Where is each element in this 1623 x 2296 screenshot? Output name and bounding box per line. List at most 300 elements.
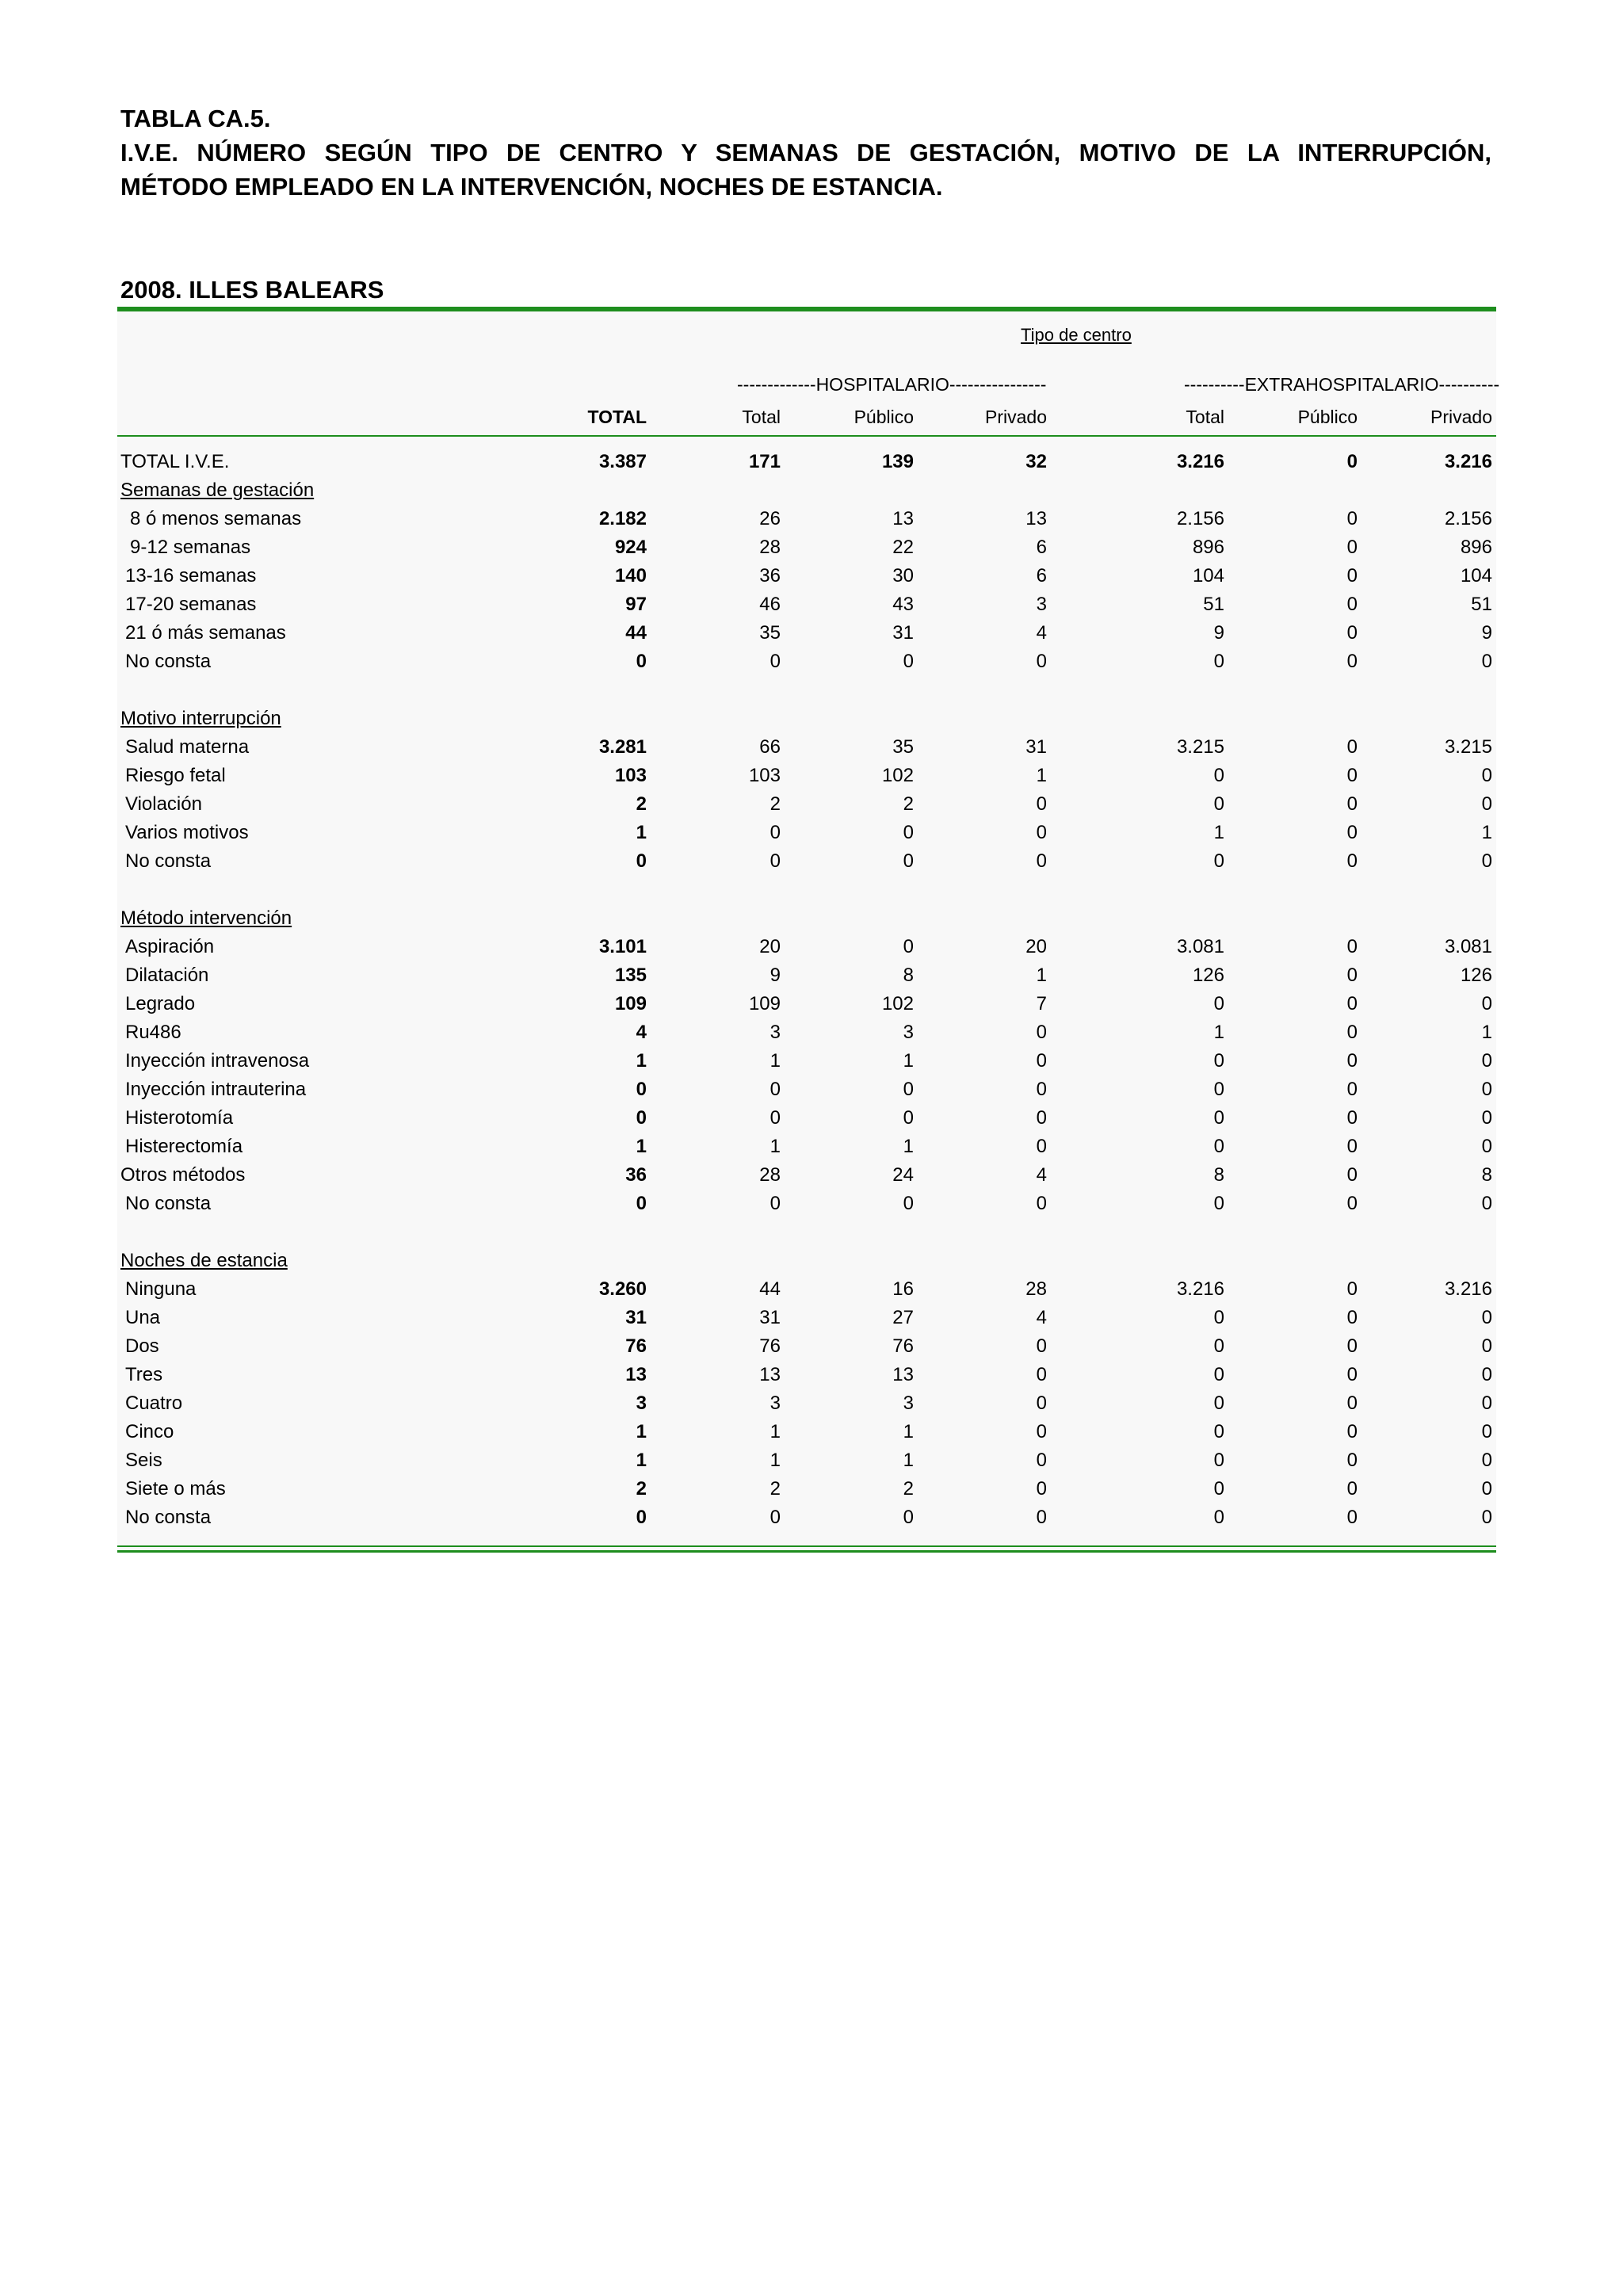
- table-row: [117, 448, 1496, 476]
- header-divider: [117, 435, 1496, 437]
- cell-value: 0: [1346, 537, 1358, 558]
- cell-value: 1: [903, 1421, 914, 1442]
- row-label: Cinco: [125, 1421, 174, 1442]
- row-label: TOTAL I.V.E.: [120, 451, 230, 472]
- cell-value: 0: [769, 1193, 781, 1214]
- cell-value: 0: [903, 1193, 914, 1214]
- cell-value: 0: [1346, 936, 1358, 957]
- cell-value: 2: [636, 793, 647, 815]
- row-label: Legrado: [125, 993, 196, 1014]
- cell-value: 0: [636, 1107, 647, 1129]
- region-subtitle: 2008. ILLES BALEARS: [120, 276, 384, 304]
- cell-value: 0: [1036, 793, 1047, 815]
- spacer-row: [117, 676, 1496, 705]
- cell-value: 3.215: [1176, 736, 1224, 758]
- table-row: [117, 1389, 1496, 1418]
- cell-value: 0: [1481, 793, 1492, 815]
- cell-value: 35: [892, 736, 914, 758]
- table-row: [117, 1104, 1496, 1133]
- cell-value: 1: [769, 1421, 781, 1442]
- cell-value: 0: [769, 1079, 781, 1100]
- cell-value: 3.281: [598, 736, 647, 758]
- cell-value: 0: [1036, 1421, 1047, 1442]
- table-number: TABLA CA.5.: [120, 105, 271, 132]
- cell-value: 0: [903, 850, 914, 872]
- cell-value: 896: [1460, 537, 1492, 558]
- table-row: [117, 533, 1496, 562]
- cell-value: 0: [903, 651, 914, 672]
- cell-value: 2.156: [1176, 508, 1224, 529]
- cell-value: 6: [1036, 565, 1047, 586]
- cell-value: 9: [1213, 622, 1224, 644]
- cell-value: 3: [636, 1392, 647, 1414]
- cell-value: 0: [769, 651, 781, 672]
- cell-value: 126: [1192, 965, 1224, 986]
- section-title: Método intervención: [120, 907, 292, 929]
- cell-value: 139: [881, 451, 914, 472]
- cell-value: 0: [1346, 1392, 1358, 1414]
- section-title: Motivo interrupción: [120, 708, 281, 729]
- cell-value: 2.156: [1444, 508, 1492, 529]
- cell-value: 0: [1213, 651, 1224, 672]
- section-header-row: [117, 1247, 1496, 1275]
- cell-value: 26: [759, 508, 781, 529]
- cell-value: 0: [1036, 1022, 1047, 1043]
- cell-value: 0: [1481, 1079, 1492, 1100]
- cell-value: 0: [1036, 651, 1047, 672]
- cell-value: 135: [614, 965, 647, 986]
- cell-value: 0: [1036, 1507, 1047, 1528]
- cell-value: 3: [769, 1022, 781, 1043]
- cell-value: 0: [1036, 1364, 1047, 1385]
- table-row: [117, 1275, 1496, 1304]
- cell-value: 28: [759, 1164, 781, 1186]
- cell-value: 0: [1481, 1450, 1492, 1471]
- cell-value: 31: [892, 622, 914, 644]
- cell-value: 8: [1213, 1164, 1224, 1186]
- table-row: [117, 1418, 1496, 1446]
- cell-value: 1: [1036, 765, 1047, 786]
- cell-value: 1: [636, 1421, 647, 1442]
- cell-value: 0: [1481, 1193, 1492, 1214]
- cell-value: 0: [1036, 1136, 1047, 1157]
- row-label: Cuatro: [125, 1392, 183, 1414]
- row-label: Ru486: [125, 1022, 181, 1043]
- table-row: [117, 1304, 1496, 1332]
- section-title: Noches de estancia: [120, 1250, 288, 1271]
- cell-value: 109: [748, 993, 781, 1014]
- cell-value: 66: [759, 736, 781, 758]
- bottom-divider: [117, 1545, 1496, 1547]
- cell-value: 3.101: [598, 936, 647, 957]
- row-label: Siete o más: [125, 1478, 226, 1499]
- cell-value: 3: [903, 1392, 914, 1414]
- row-label: Varios motivos: [125, 822, 249, 843]
- cell-value: 0: [1346, 451, 1358, 472]
- table-row: [117, 1133, 1496, 1161]
- cell-value: 0: [1036, 1450, 1047, 1471]
- section-header-row: [117, 705, 1496, 733]
- cell-value: 1: [1481, 1022, 1492, 1043]
- cell-value: 28: [759, 537, 781, 558]
- cell-value: 43: [892, 594, 914, 615]
- row-label: Dos: [125, 1335, 159, 1357]
- cell-value: 20: [759, 936, 781, 957]
- table-row: [117, 648, 1496, 676]
- cell-value: 3.081: [1176, 936, 1224, 957]
- cell-value: 0: [1481, 1050, 1492, 1072]
- cell-value: 1: [1036, 965, 1047, 986]
- cell-value: 1: [769, 1450, 781, 1471]
- cell-value: 0: [1346, 622, 1358, 644]
- cell-value: 0: [1213, 1421, 1224, 1442]
- row-label: Inyección intravenosa: [125, 1050, 310, 1072]
- cell-value: 0: [1346, 508, 1358, 529]
- cell-value: 0: [903, 822, 914, 843]
- cell-value: 4: [1036, 1164, 1047, 1186]
- cell-value: 0: [1036, 1193, 1047, 1214]
- cell-value: 0: [769, 1107, 781, 1129]
- cell-value: 109: [614, 993, 647, 1014]
- cell-value: 0: [1346, 1307, 1358, 1328]
- row-label: Aspiración: [125, 936, 215, 957]
- header-col-extra-total: Total: [1186, 407, 1224, 427]
- cell-value: 0: [636, 651, 647, 672]
- cell-value: 0: [903, 936, 914, 957]
- cell-value: 4: [1036, 622, 1047, 644]
- cell-value: 3.260: [598, 1278, 647, 1300]
- cell-value: 0: [1481, 1507, 1492, 1528]
- cell-value: 3.081: [1444, 936, 1492, 957]
- cell-value: 28: [1025, 1278, 1047, 1300]
- cell-value: 1: [1213, 1022, 1224, 1043]
- cell-value: 0: [1036, 822, 1047, 843]
- cell-value: 0: [1346, 1107, 1358, 1129]
- table-row: [117, 1047, 1496, 1075]
- cell-value: 0: [1346, 1193, 1358, 1214]
- cell-value: 1: [903, 1136, 914, 1157]
- table-row: [117, 819, 1496, 847]
- cell-value: 0: [1213, 993, 1224, 1014]
- cell-value: 0: [1213, 793, 1224, 815]
- cell-value: 76: [625, 1335, 647, 1357]
- cell-value: 3.216: [1444, 451, 1492, 472]
- cell-value: 0: [1213, 1107, 1224, 1129]
- cell-value: 0: [1481, 765, 1492, 786]
- cell-value: 20: [1025, 936, 1047, 957]
- spacer-row: [117, 876, 1496, 904]
- table-row: [117, 1446, 1496, 1475]
- spacer-row: [117, 1218, 1496, 1247]
- cell-value: 0: [903, 1507, 914, 1528]
- cell-value: 7: [1036, 993, 1047, 1014]
- cell-value: 2.182: [598, 508, 647, 529]
- cell-value: 2: [903, 1478, 914, 1499]
- table-row: [117, 1475, 1496, 1503]
- cell-value: 1: [769, 1136, 781, 1157]
- table-row: [117, 961, 1496, 990]
- row-label: 17-20 semanas: [125, 594, 257, 615]
- cell-value: 104: [1460, 565, 1492, 586]
- title-line-2: MÉTODO EMPLEADO EN LA INTERVENCIÓN, NOCHES DE ESTANCIA.: [120, 173, 943, 201]
- cell-value: 0: [1213, 1450, 1224, 1471]
- row-label: No consta: [125, 850, 212, 872]
- cell-value: 0: [1346, 1335, 1358, 1357]
- cell-value: 0: [1481, 850, 1492, 872]
- cell-value: 0: [1346, 1421, 1358, 1442]
- section-title: Semanas de gestación: [120, 479, 315, 501]
- cell-value: 0: [1346, 594, 1358, 615]
- row-label: Histerotomía: [125, 1107, 234, 1129]
- row-label: 21 ó más semanas: [125, 622, 286, 644]
- cell-value: 0: [1346, 1050, 1358, 1072]
- cell-value: 0: [1036, 1478, 1047, 1499]
- row-label: No consta: [125, 1507, 212, 1528]
- cell-value: 0: [1346, 822, 1358, 843]
- cell-value: 0: [1481, 1107, 1492, 1129]
- cell-value: 3.215: [1444, 736, 1492, 758]
- cell-value: 3.216: [1444, 1278, 1492, 1300]
- cell-value: 46: [759, 594, 781, 615]
- cell-value: 0: [1346, 651, 1358, 672]
- cell-value: 13: [759, 1364, 781, 1385]
- table-row: [117, 790, 1496, 819]
- cell-value: 1: [1213, 822, 1224, 843]
- cell-value: 13: [1025, 508, 1047, 529]
- cell-value: 3.387: [598, 451, 647, 472]
- table-row: [117, 1332, 1496, 1361]
- cell-value: 1: [1481, 822, 1492, 843]
- table-row: [117, 1018, 1496, 1047]
- cell-value: 3.216: [1176, 451, 1224, 472]
- header-col-extra-publico: Público: [1297, 407, 1358, 427]
- cell-value: 924: [614, 537, 647, 558]
- cell-value: 0: [1346, 1136, 1358, 1157]
- cell-value: 0: [1213, 1364, 1224, 1385]
- cell-value: 51: [1471, 594, 1492, 615]
- cell-value: 0: [1213, 1335, 1224, 1357]
- cell-value: 0: [1481, 1136, 1492, 1157]
- cell-value: 103: [614, 765, 647, 786]
- table-row: [117, 847, 1496, 876]
- header-col-hosp-privado: Privado: [985, 407, 1047, 427]
- cell-value: 0: [1346, 1022, 1358, 1043]
- cell-value: 0: [636, 850, 647, 872]
- cell-value: 0: [1346, 565, 1358, 586]
- cell-value: 8: [903, 965, 914, 986]
- row-label: Riesgo fetal: [125, 765, 226, 786]
- cell-value: 51: [1203, 594, 1224, 615]
- cell-value: 0: [1346, 850, 1358, 872]
- table-row: [117, 619, 1496, 648]
- table-row: [117, 1075, 1496, 1104]
- cell-value: 22: [892, 537, 914, 558]
- cell-value: 0: [1346, 965, 1358, 986]
- cell-value: 0: [1036, 1392, 1047, 1414]
- cell-value: 140: [614, 565, 647, 586]
- cell-value: 2: [769, 1478, 781, 1499]
- row-label: No consta: [125, 651, 212, 672]
- cell-value: 36: [759, 565, 781, 586]
- cell-value: 0: [769, 822, 781, 843]
- cell-value: 13: [892, 1364, 914, 1385]
- cell-value: 0: [1036, 1079, 1047, 1100]
- row-label: Ninguna: [125, 1278, 197, 1300]
- cell-value: 0: [1346, 1507, 1358, 1528]
- cell-value: 0: [903, 1079, 914, 1100]
- cell-value: 0: [1481, 1478, 1492, 1499]
- cell-value: 0: [903, 1107, 914, 1129]
- cell-value: 0: [1346, 1079, 1358, 1100]
- cell-value: 1: [636, 822, 647, 843]
- cell-value: 0: [1213, 850, 1224, 872]
- cell-value: 0: [1346, 1478, 1358, 1499]
- cell-value: 1: [636, 1136, 647, 1157]
- cell-value: 1: [636, 1050, 647, 1072]
- cell-value: 2: [769, 793, 781, 815]
- cell-value: 0: [1036, 1335, 1047, 1357]
- cell-value: 104: [1192, 565, 1224, 586]
- cell-value: 76: [892, 1335, 914, 1357]
- table-row: [117, 733, 1496, 762]
- cell-value: 32: [1025, 451, 1047, 472]
- header-hospitalario: -------------HOSPITALARIO----------------: [737, 374, 1047, 395]
- cell-value: 3: [903, 1022, 914, 1043]
- table-row: [117, 933, 1496, 961]
- cell-value: 0: [1481, 1392, 1492, 1414]
- cell-value: 16: [892, 1278, 914, 1300]
- cell-value: 126: [1460, 965, 1492, 986]
- cell-value: 9: [1481, 622, 1492, 644]
- cell-value: 44: [625, 622, 647, 644]
- cell-value: 2: [903, 793, 914, 815]
- cell-value: 31: [625, 1307, 647, 1328]
- table-row: [117, 1361, 1496, 1389]
- cell-value: 0: [1481, 1335, 1492, 1357]
- table-row: [117, 990, 1496, 1018]
- cell-value: 76: [759, 1335, 781, 1357]
- cell-value: 13: [625, 1364, 647, 1385]
- cell-value: 0: [1036, 850, 1047, 872]
- header-col-hosp-total: Total: [742, 407, 781, 427]
- cell-value: 9: [769, 965, 781, 986]
- row-label: No consta: [125, 1193, 212, 1214]
- cell-value: 0: [1481, 1364, 1492, 1385]
- cell-value: 31: [759, 1307, 781, 1328]
- cell-value: 2: [636, 1478, 647, 1499]
- cell-value: 896: [1192, 537, 1224, 558]
- cell-value: 0: [636, 1507, 647, 1528]
- header-col-extra-privado: Privado: [1430, 407, 1492, 427]
- row-label: Tres: [125, 1364, 163, 1385]
- row-label: 9-12 semanas: [130, 537, 251, 558]
- cell-value: 1: [903, 1050, 914, 1072]
- cell-value: 0: [1213, 765, 1224, 786]
- cell-value: 102: [881, 765, 914, 786]
- cell-value: 0: [1481, 1307, 1492, 1328]
- cell-value: 6: [1036, 537, 1047, 558]
- cell-value: 35: [759, 622, 781, 644]
- table-row: [117, 1161, 1496, 1190]
- cell-value: 4: [1036, 1307, 1047, 1328]
- cell-value: 0: [769, 850, 781, 872]
- table-row: [117, 562, 1496, 590]
- cell-value: 0: [1036, 1050, 1047, 1072]
- cell-value: 0: [1346, 1450, 1358, 1471]
- row-label: 8 ó menos semanas: [130, 508, 302, 529]
- row-label: Dilatación: [125, 965, 209, 986]
- header-extrahospitalario: ----------EXTRAHOSPITALARIO----------: [1184, 374, 1500, 395]
- cell-value: 0: [1213, 1478, 1224, 1499]
- row-label: 13-16 semanas: [125, 565, 257, 586]
- cell-value: 0: [1213, 1392, 1224, 1414]
- cell-value: 44: [759, 1278, 781, 1300]
- cell-value: 0: [1213, 1507, 1224, 1528]
- row-label: Histerectomía: [125, 1136, 243, 1157]
- cell-value: 0: [769, 1507, 781, 1528]
- header-col-total: TOTAL: [587, 407, 647, 427]
- table-row: [117, 505, 1496, 533]
- cell-value: 36: [625, 1164, 647, 1186]
- cell-value: 0: [1213, 1307, 1224, 1328]
- cell-value: 171: [748, 451, 781, 472]
- cell-value: 0: [1346, 1278, 1358, 1300]
- section-header-row: [117, 476, 1496, 505]
- table-row: [117, 590, 1496, 619]
- header-col-hosp-publico: Público: [854, 407, 914, 427]
- row-label: Inyección intrauterina: [125, 1079, 307, 1100]
- cell-value: 0: [1036, 1107, 1047, 1129]
- cell-value: 103: [748, 765, 781, 786]
- cell-value: 31: [1025, 736, 1047, 758]
- cell-value: 0: [1346, 765, 1358, 786]
- cell-value: 102: [881, 993, 914, 1014]
- cell-value: 0: [1481, 1421, 1492, 1442]
- cell-value: 1: [636, 1450, 647, 1471]
- title-line-1: I.V.E. NÚMERO SEGÚN TIPO DE CENTRO Y SEMANAS DE GESTACIÓN, MOTIVO DE LA INTERRUPCIÓN,: [120, 139, 1491, 166]
- bottom-divider-double: [117, 1550, 1496, 1553]
- cell-value: 0: [1213, 1136, 1224, 1157]
- cell-value: 4: [636, 1022, 647, 1043]
- table-row: [117, 1190, 1496, 1218]
- table-row: [117, 1503, 1496, 1532]
- cell-value: 97: [625, 594, 647, 615]
- cell-value: 3: [1036, 594, 1047, 615]
- cell-value: 1: [903, 1450, 914, 1471]
- row-label: Una: [125, 1307, 161, 1328]
- cell-value: 0: [1481, 993, 1492, 1014]
- cell-value: 8: [1481, 1164, 1492, 1186]
- cell-value: 30: [892, 565, 914, 586]
- header-tipo-centro: Tipo de centro: [1021, 325, 1132, 345]
- row-label: Seis: [125, 1450, 162, 1471]
- cell-value: 0: [1213, 1193, 1224, 1214]
- cell-value: 0: [636, 1193, 647, 1214]
- cell-value: 24: [892, 1164, 914, 1186]
- cell-value: 3: [769, 1392, 781, 1414]
- cell-value: 0: [1346, 1364, 1358, 1385]
- cell-value: 0: [1346, 793, 1358, 815]
- section-header-row: [117, 904, 1496, 933]
- cell-value: 3.216: [1176, 1278, 1224, 1300]
- cell-value: 0: [1213, 1050, 1224, 1072]
- row-label: Violación: [125, 793, 202, 815]
- cell-value: 0: [1346, 993, 1358, 1014]
- row-label: Otros métodos: [120, 1164, 246, 1186]
- document-title: [120, 101, 1491, 204]
- cell-value: 0: [1346, 1164, 1358, 1186]
- cell-value: 0: [1346, 736, 1358, 758]
